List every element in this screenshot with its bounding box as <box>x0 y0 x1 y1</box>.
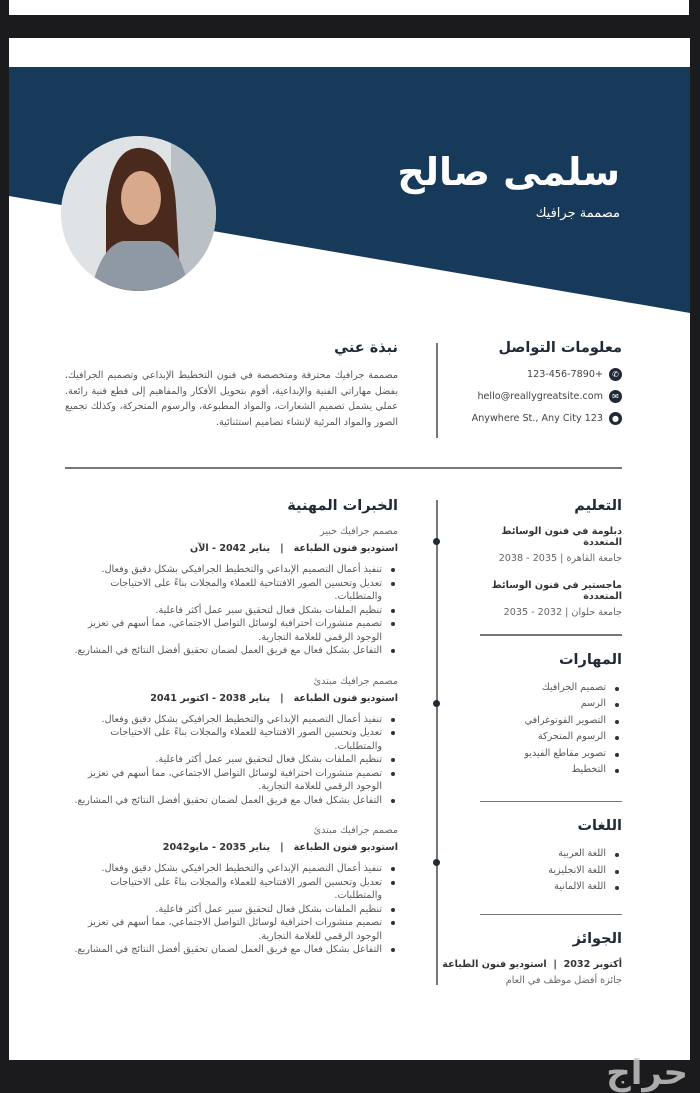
job-bullet: تعديل وتحسين الصور الافتتاحية للعملاء والمجلات بناءً على الاحتياجات والمتطلبات. <box>65 876 398 903</box>
skills-list <box>462 680 622 779</box>
phone-icon: ✆ <box>609 368 622 381</box>
skill-item: التصوير الفوتوغرافي <box>462 713 622 730</box>
job-bullets <box>65 862 398 957</box>
job-bullet: تصميم منشورات احترافية لوسائل التواصل الاجتماعي، مما أسهم في تعزيز الوجود الرقمي للعلامة التجارية. <box>65 916 398 943</box>
job-bullet: التفاعل بشكل فعال مع فريق العمل لضمان تحقيق أفضل النتائج في المشاريع. <box>65 943 398 957</box>
job-entry <box>65 526 398 658</box>
job-entry <box>65 825 398 957</box>
divider <box>480 914 622 916</box>
awards-heading: الجوائز <box>572 931 622 947</box>
job-title: مصمم جرافيك مبتدئ <box>313 675 398 687</box>
job-company: استوديو فنون الطباعة | يناير 2035 - مايو2042 <box>162 842 398 853</box>
candidate-role: مصممة جرافيك <box>535 206 620 221</box>
education-heading: التعليم <box>574 498 622 514</box>
job-bullet: تنظيم الملفات بشكل فعال لتحقيق سير عمل أكثر فاعلية. <box>65 604 398 618</box>
education-section <box>442 498 622 1002</box>
about-section <box>65 340 398 430</box>
language-item: اللغة الالمانية <box>462 879 622 896</box>
timeline-dot <box>433 538 440 545</box>
about-heading: نبذة عني <box>334 340 398 356</box>
experience-section <box>65 498 398 957</box>
resume-page <box>9 38 690 1060</box>
job-entry <box>65 676 398 808</box>
education-degree: دبلومة في فنون الوسائط المتعددة <box>501 526 622 548</box>
job-bullet: التفاعل بشكل فعال مع فريق العمل لضمان تحقيق أفضل النتائج في المشاريع. <box>65 644 398 658</box>
skill-item: التخطيط <box>462 762 622 779</box>
skill-item: تصميم الجرافيك <box>462 680 622 697</box>
job-company: استوديو فنون الطباعة | يناير 2042 - الآن <box>190 543 398 554</box>
contact-heading: معلومات التواصل <box>498 340 622 356</box>
education-detail: جامعة القاهرة | 2035 - 2038 <box>498 553 622 564</box>
phone-text: 123-456-7890+ <box>526 369 603 380</box>
education-detail: جامعة حلوان | 2032 - 2035 <box>503 607 622 618</box>
job-bullet: التفاعل بشكل فعال مع فريق العمل لضمان تحقيق أفضل النتائج في المشاريع. <box>65 794 398 808</box>
location-icon: ● <box>609 412 622 425</box>
contact-email[interactable] <box>462 390 622 403</box>
column-divider <box>436 343 438 438</box>
job-bullet: تعديل وتحسين الصور الافتتاحية للعملاء والمجلات بناءً على الاحتياجات والمتطلبات. <box>65 726 398 753</box>
contact-phone <box>462 368 622 381</box>
education-degree: ماجستير في فنون الوسائط المتعددة <box>491 580 622 602</box>
job-bullet: تصميم منشورات احترافية لوسائل التواصل الاجتماعي، مما أسهم في تعزيز الوجود الرقمي للعلامة التجارية. <box>65 767 398 794</box>
haraj-watermark: حراج <box>606 1053 688 1093</box>
award-desc: جائزة أفضل موظف في العام <box>505 975 622 986</box>
job-title: مصمم جرافيك خبير <box>320 526 398 537</box>
language-item: اللغة الانجليزية <box>462 863 622 880</box>
profile-photo <box>61 136 216 291</box>
job-bullet: تصميم منشورات احترافية لوسائل التواصل الاجتماعي، مما أسهم في تعزيز الوجود الرقمي للعلامة التجارية. <box>65 617 398 644</box>
mail-icon: ✉ <box>609 390 622 403</box>
languages-heading: اللغات <box>577 818 622 834</box>
candidate-name: سلمى صالح <box>397 150 620 194</box>
timeline-dot <box>433 859 440 866</box>
email-link[interactable]: hello@reallygreatsite.com <box>477 391 603 402</box>
skill-item: الرسوم المتحركة <box>462 729 622 746</box>
skill-item: تصوير مقاطع الفيديو <box>462 746 622 763</box>
contact-section <box>462 340 622 434</box>
experience-heading: الخبرات المهنية <box>287 498 398 514</box>
top-strip <box>9 0 689 15</box>
timeline-dot <box>433 700 440 707</box>
timeline-line <box>436 500 438 985</box>
award-line: أكتوبر 2032 | استوديو فنون الطباعة <box>442 959 622 970</box>
job-bullet: تنظيم الملفات بشكل فعال لتحقيق سير عمل أكثر فاعلية. <box>65 753 398 767</box>
job-bullet: تنظيم الملفات بشكل فعال لتحقيق سير عمل أكثر فاعلية. <box>65 903 398 917</box>
job-bullets <box>65 713 398 808</box>
job-bullet: تنفيذ أعمال التصميم الإبداعي والتخطيط الجرافيكي بشكل دقيق وفعال. <box>65 862 398 876</box>
job-bullets <box>65 563 398 658</box>
skill-item: الرسم <box>462 696 622 713</box>
address-text: Anywhere St., Any City 123 <box>471 413 603 424</box>
job-bullet: تعديل وتحسين الصور الافتتاحية للعملاء والمجلات بناءً على الاحتياجات والمتطلبات. <box>65 577 398 604</box>
section-divider <box>65 467 622 469</box>
contact-address <box>462 412 622 425</box>
language-item: اللغة العربية <box>462 846 622 863</box>
job-bullet: تنفيذ أعمال التصميم الإبداعي والتخطيط الجرافيكي بشكل دقيق وفعال. <box>65 563 398 577</box>
languages-list <box>462 846 622 896</box>
job-bullet: تنفيذ أعمال التصميم الإبداعي والتخطيط الجرافيكي بشكل دقيق وفعال. <box>65 713 398 727</box>
job-company: استوديو فنون الطباعة | يناير 2038 - اكتوبر 2041 <box>150 692 398 704</box>
divider <box>480 801 622 803</box>
about-text: مصممة جرافيك محترفة ومتخصصة في فنون التخطيط الإبداعي وتصميم الجرافيك. بفضل مهاراتي الفنية والإبداعية، أقوم بتحويل الأفكار والمفاهيم إلى قطع فنية رائعة. عملي يشمل تصميم الشعارات، والمواد المطبوعة، والرسوم المتحركة، وكذلك تجميع الصور والمواد المرئية لإنشاء تصاميم استثنائية. <box>65 370 398 428</box>
skills-heading: المهارات <box>558 651 622 668</box>
divider <box>480 634 622 636</box>
job-title: مصمم جرافيك مبتدئ <box>313 825 398 836</box>
